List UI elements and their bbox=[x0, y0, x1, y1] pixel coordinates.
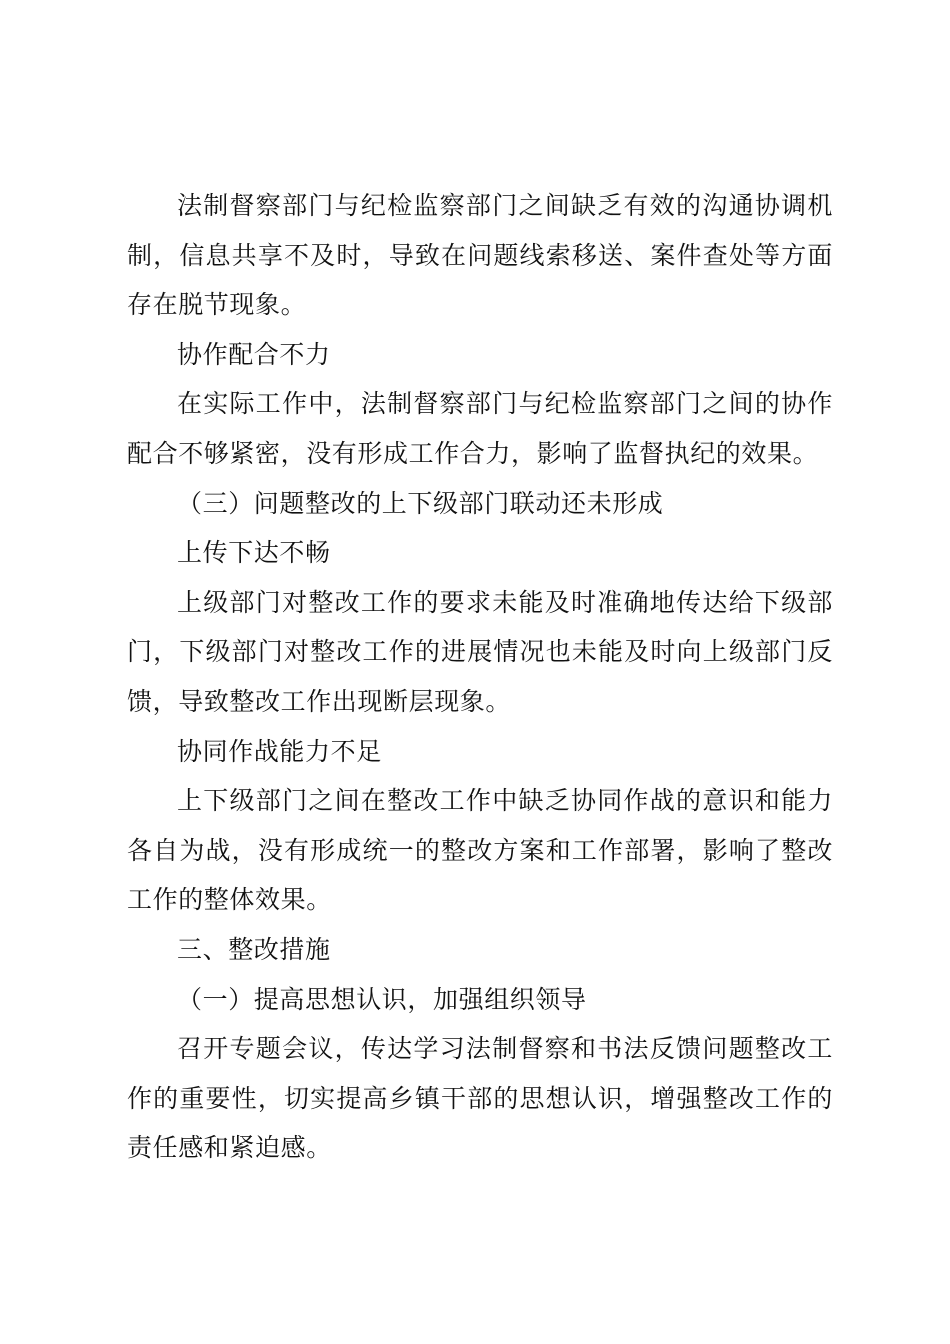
paragraph-coordination: 上下级部门之间在整改工作中缺乏协同作战的意识和能力各自为战，没有形成统一的整改方案和工作部署，影响了整改工作的整体效果。 bbox=[127, 786, 833, 915]
paragraph-communication-mechanism: 法制督察部门与纪检监察部门之间缺乏有效的沟通协调机制，信息共享不及时，导致在问题线索移送、案件查处等方面存在脱节现象。 bbox=[127, 191, 833, 320]
subheading-communication: 上传下达不畅 bbox=[177, 538, 331, 568]
document-body bbox=[127, 181, 833, 1173]
chapter-heading-measures: 三、整改措施 bbox=[177, 934, 331, 964]
subheading-cooperation: 协作配合不力 bbox=[177, 339, 331, 369]
section-heading-3: （三）问题整改的上下级部门联动还未形成 bbox=[177, 488, 664, 518]
paragraph-communication: 上级部门对整改工作的要求未能及时准确地传达给下级部门，下级部门对整改工作的进展情况也未能及时向上级部门反馈，导致整改工作出现断层现象。 bbox=[127, 587, 833, 716]
subheading-coordination: 协同作战能力不足 bbox=[177, 736, 382, 766]
section-heading-1: （一）提高思想认识，加强组织领导 bbox=[177, 984, 587, 1014]
paragraph-meeting: 召开专题会议，传达学习法制督察和书法反馈问题整改工作的重要性，切实提高乡镇干部的思想认识，增强整改工作的责任感和紧迫感。 bbox=[127, 1034, 833, 1163]
paragraph-cooperation: 在实际工作中，法制督察部门与纪检监察部门之间的协作配合不够紧密，没有形成工作合力，影响了监督执纪的效果。 bbox=[127, 389, 833, 468]
